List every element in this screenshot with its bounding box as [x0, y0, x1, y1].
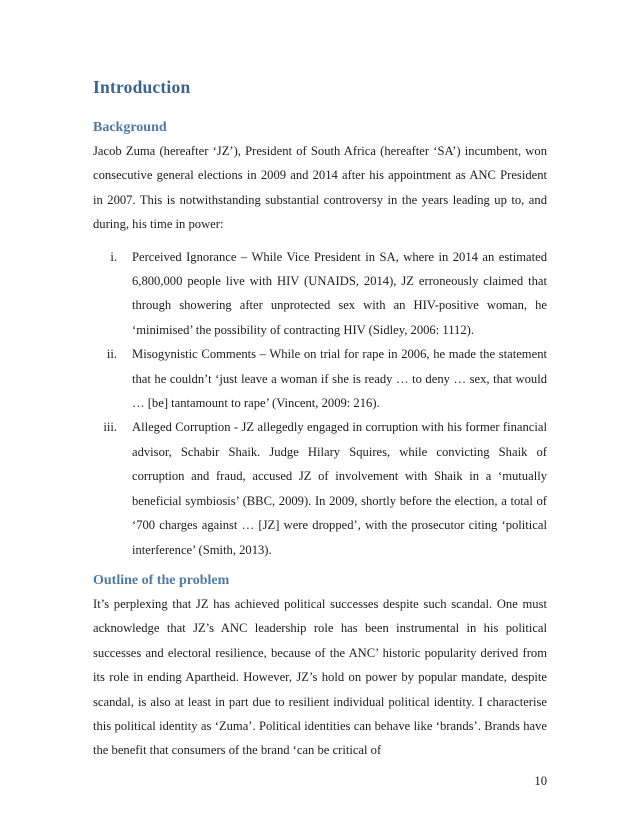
section-outline [93, 570, 547, 763]
list-item-text: Misogynistic Comments – While on trial for rape in 2006, he made the statement that he couldn’t ‘just leave a woman if she is ready … to deny … sex, that would … [be] tantamount to rape’ (Vincent, 2009: 216). [132, 347, 547, 411]
document-page [93, 74, 547, 763]
page-number: 10 [534, 774, 547, 788]
list-item [93, 342, 547, 415]
list-item [93, 245, 547, 343]
list-item-text: Alleged Corruption - JZ allegedly engaged in corruption with his former financial advisor, Schabir Shaik. Judge Hilary Squires, while convicting Shaik of corruption and fraud, accused JZ of involvement with Shaik in a ‘mutually beneficial symbiosis’ (BBC, 2009). In 2009, shortly before the election, a total of ‘700 charges against … [JZ] were dropped’, with the prosecutor citing ‘political interference’ (Smith, 2013). [132, 420, 547, 557]
list-item [93, 415, 547, 561]
section-title-outline: Outline of the problem [93, 572, 230, 588]
section-background [93, 117, 547, 562]
section-title-background: Background [93, 120, 167, 135]
list-item-text: Perceived Ignorance – While Vice President in SA, where in 2014 an estimated 6,800,000 people live with HIV (UNAIDS, 2014), JZ erroneously claimed that through showering after unprotected sex with an HIV-positive woman, he ‘minimised’ the possibility of contracting HIV (Sidley, 2006: 1112). [132, 249, 547, 337]
list-numeral: ii. [106, 347, 117, 362]
page-heading: Introduction [93, 77, 191, 97]
controversy-list [93, 245, 547, 562]
list-numeral: iii. [103, 420, 117, 435]
outline-paragraph: It’s perplexing that JZ has achieved political successes despite such scandal. One must acknowledge that JZ’s ANC leadership role has been instrumental in his political successes and electoral resilience, because of the ANC’ historic popularity derived from its role in ending Apartheid. However, JZ’s hold on power by popular mandate, despite scandal, is also at least in part due to resilient individual political identity. I characterise this political identity as ‘Zuma’. Political identities can behave like ‘brands’. Brands have the benefit that consumers of the brand ‘can be critical of [93, 596, 547, 758]
list-numeral: i. [110, 249, 117, 264]
background-paragraph: Jacob Zuma (hereafter ‘JZ’), President of South Africa (hereafter ‘SA’) incumbent, won consecutive general elections in 2009 and 2014 after his appointment as ANC President in 2007. This is notwithstanding substantial controversy in the years leading up to, and during, his time in power: [93, 144, 547, 232]
